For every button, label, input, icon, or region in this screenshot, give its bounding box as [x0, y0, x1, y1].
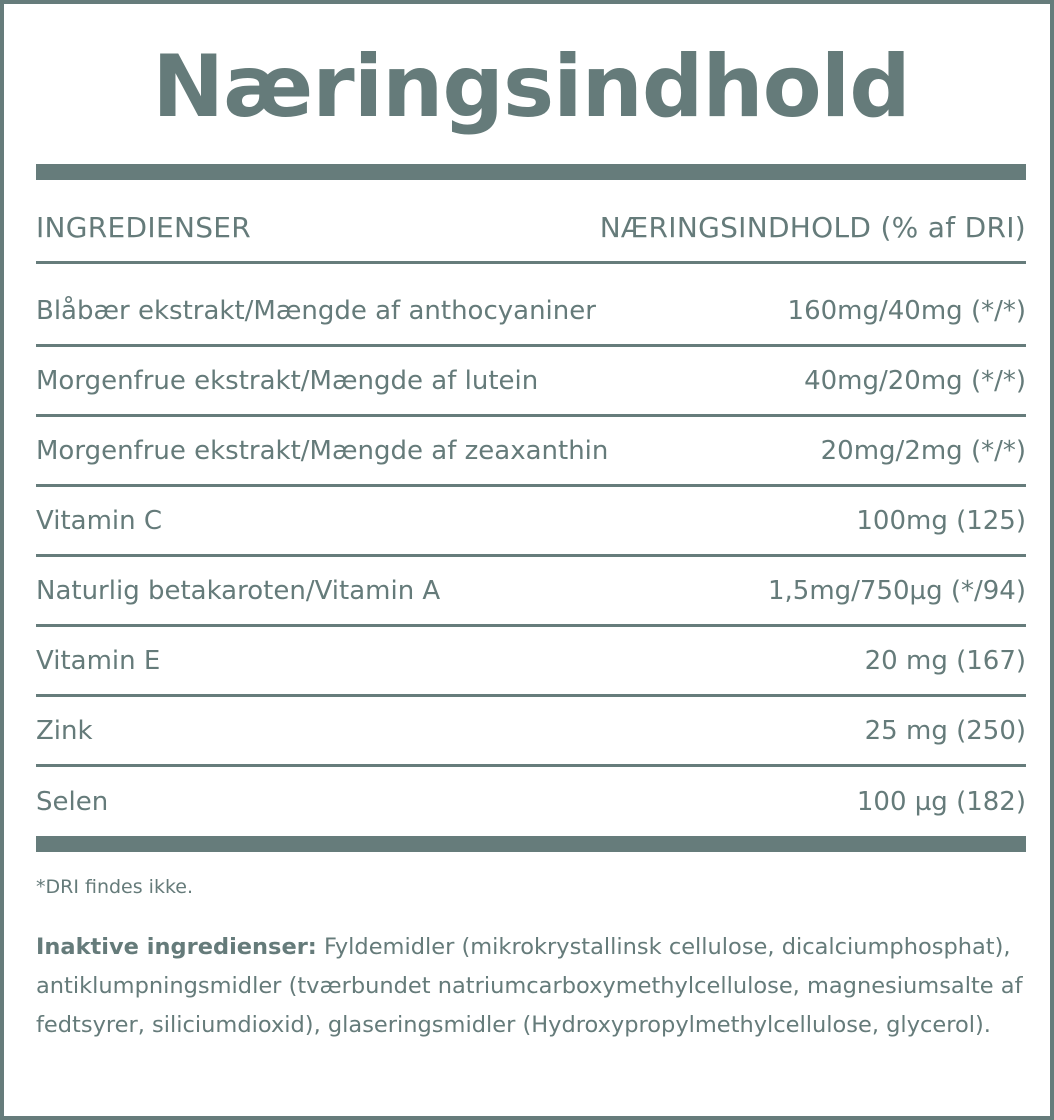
ingredient-name: Vitamin E [36, 645, 161, 676]
bottom-divider-bar [36, 836, 1026, 852]
table-row [36, 347, 1026, 417]
inactive-ingredients-label: Inaktive ingredienser: [36, 934, 317, 960]
ingredient-name: Naturlig betakaroten/Vitamin A [36, 575, 441, 606]
ingredient-name: Morgenfrue ekstrakt/Mængde af lutein [36, 365, 539, 396]
nutrition-table [36, 277, 1026, 837]
table-row [36, 697, 1026, 767]
table-row [36, 767, 1026, 837]
ingredient-name: Zink [36, 715, 93, 746]
ingredient-amount: 100mg (125) [856, 505, 1026, 536]
table-row [36, 627, 1026, 697]
table-row [36, 557, 1026, 627]
table-row [36, 417, 1026, 487]
ingredient-amount: 25 mg (250) [864, 715, 1026, 746]
header-ingredients: INGREDIENSER [36, 211, 252, 244]
ingredient-amount: 20mg/2mg (*/*) [820, 435, 1026, 466]
ingredient-name: Blåbær ekstrakt/Mængde af anthocyaniner [36, 295, 596, 326]
page-title: Næringsindhold [152, 37, 910, 137]
ingredient-name: Vitamin C [36, 505, 163, 536]
table-header [36, 194, 1026, 264]
dri-footnote: *DRI findes ikke. [36, 876, 194, 898]
ingredient-amount: 1,5mg/750µg (*/94) [767, 575, 1026, 606]
ingredient-amount: 20 mg (167) [864, 645, 1026, 676]
ingredient-amount: 100 µg (182) [856, 787, 1026, 817]
ingredient-amount: 160mg/40mg (*/*) [787, 295, 1026, 326]
table-row [36, 487, 1026, 557]
inactive-ingredients [36, 928, 1026, 1045]
table-row [36, 277, 1026, 347]
top-divider-bar [36, 164, 1026, 180]
header-nutrient-content: NÆRINGSINDHOLD (% af DRI) [599, 211, 1026, 244]
ingredient-name: Selen [36, 787, 109, 817]
inactive-ingredients-text: Fyldemidler (mikrokrystallinsk cellulose, dicalciumphosphat), antiklumpningsmidler (tværbundet natriumcarboxymethylcellulose, magnesiumsalte af fedtsyrer, siliciumdioxid), glaseringsmidler (Hydroxypropylmethylcellulose, glycerol). [36, 934, 1023, 1038]
ingredient-name: Morgenfrue ekstrakt/Mængde af zeaxanthin [36, 435, 609, 466]
ingredient-amount: 40mg/20mg (*/*) [804, 365, 1026, 396]
